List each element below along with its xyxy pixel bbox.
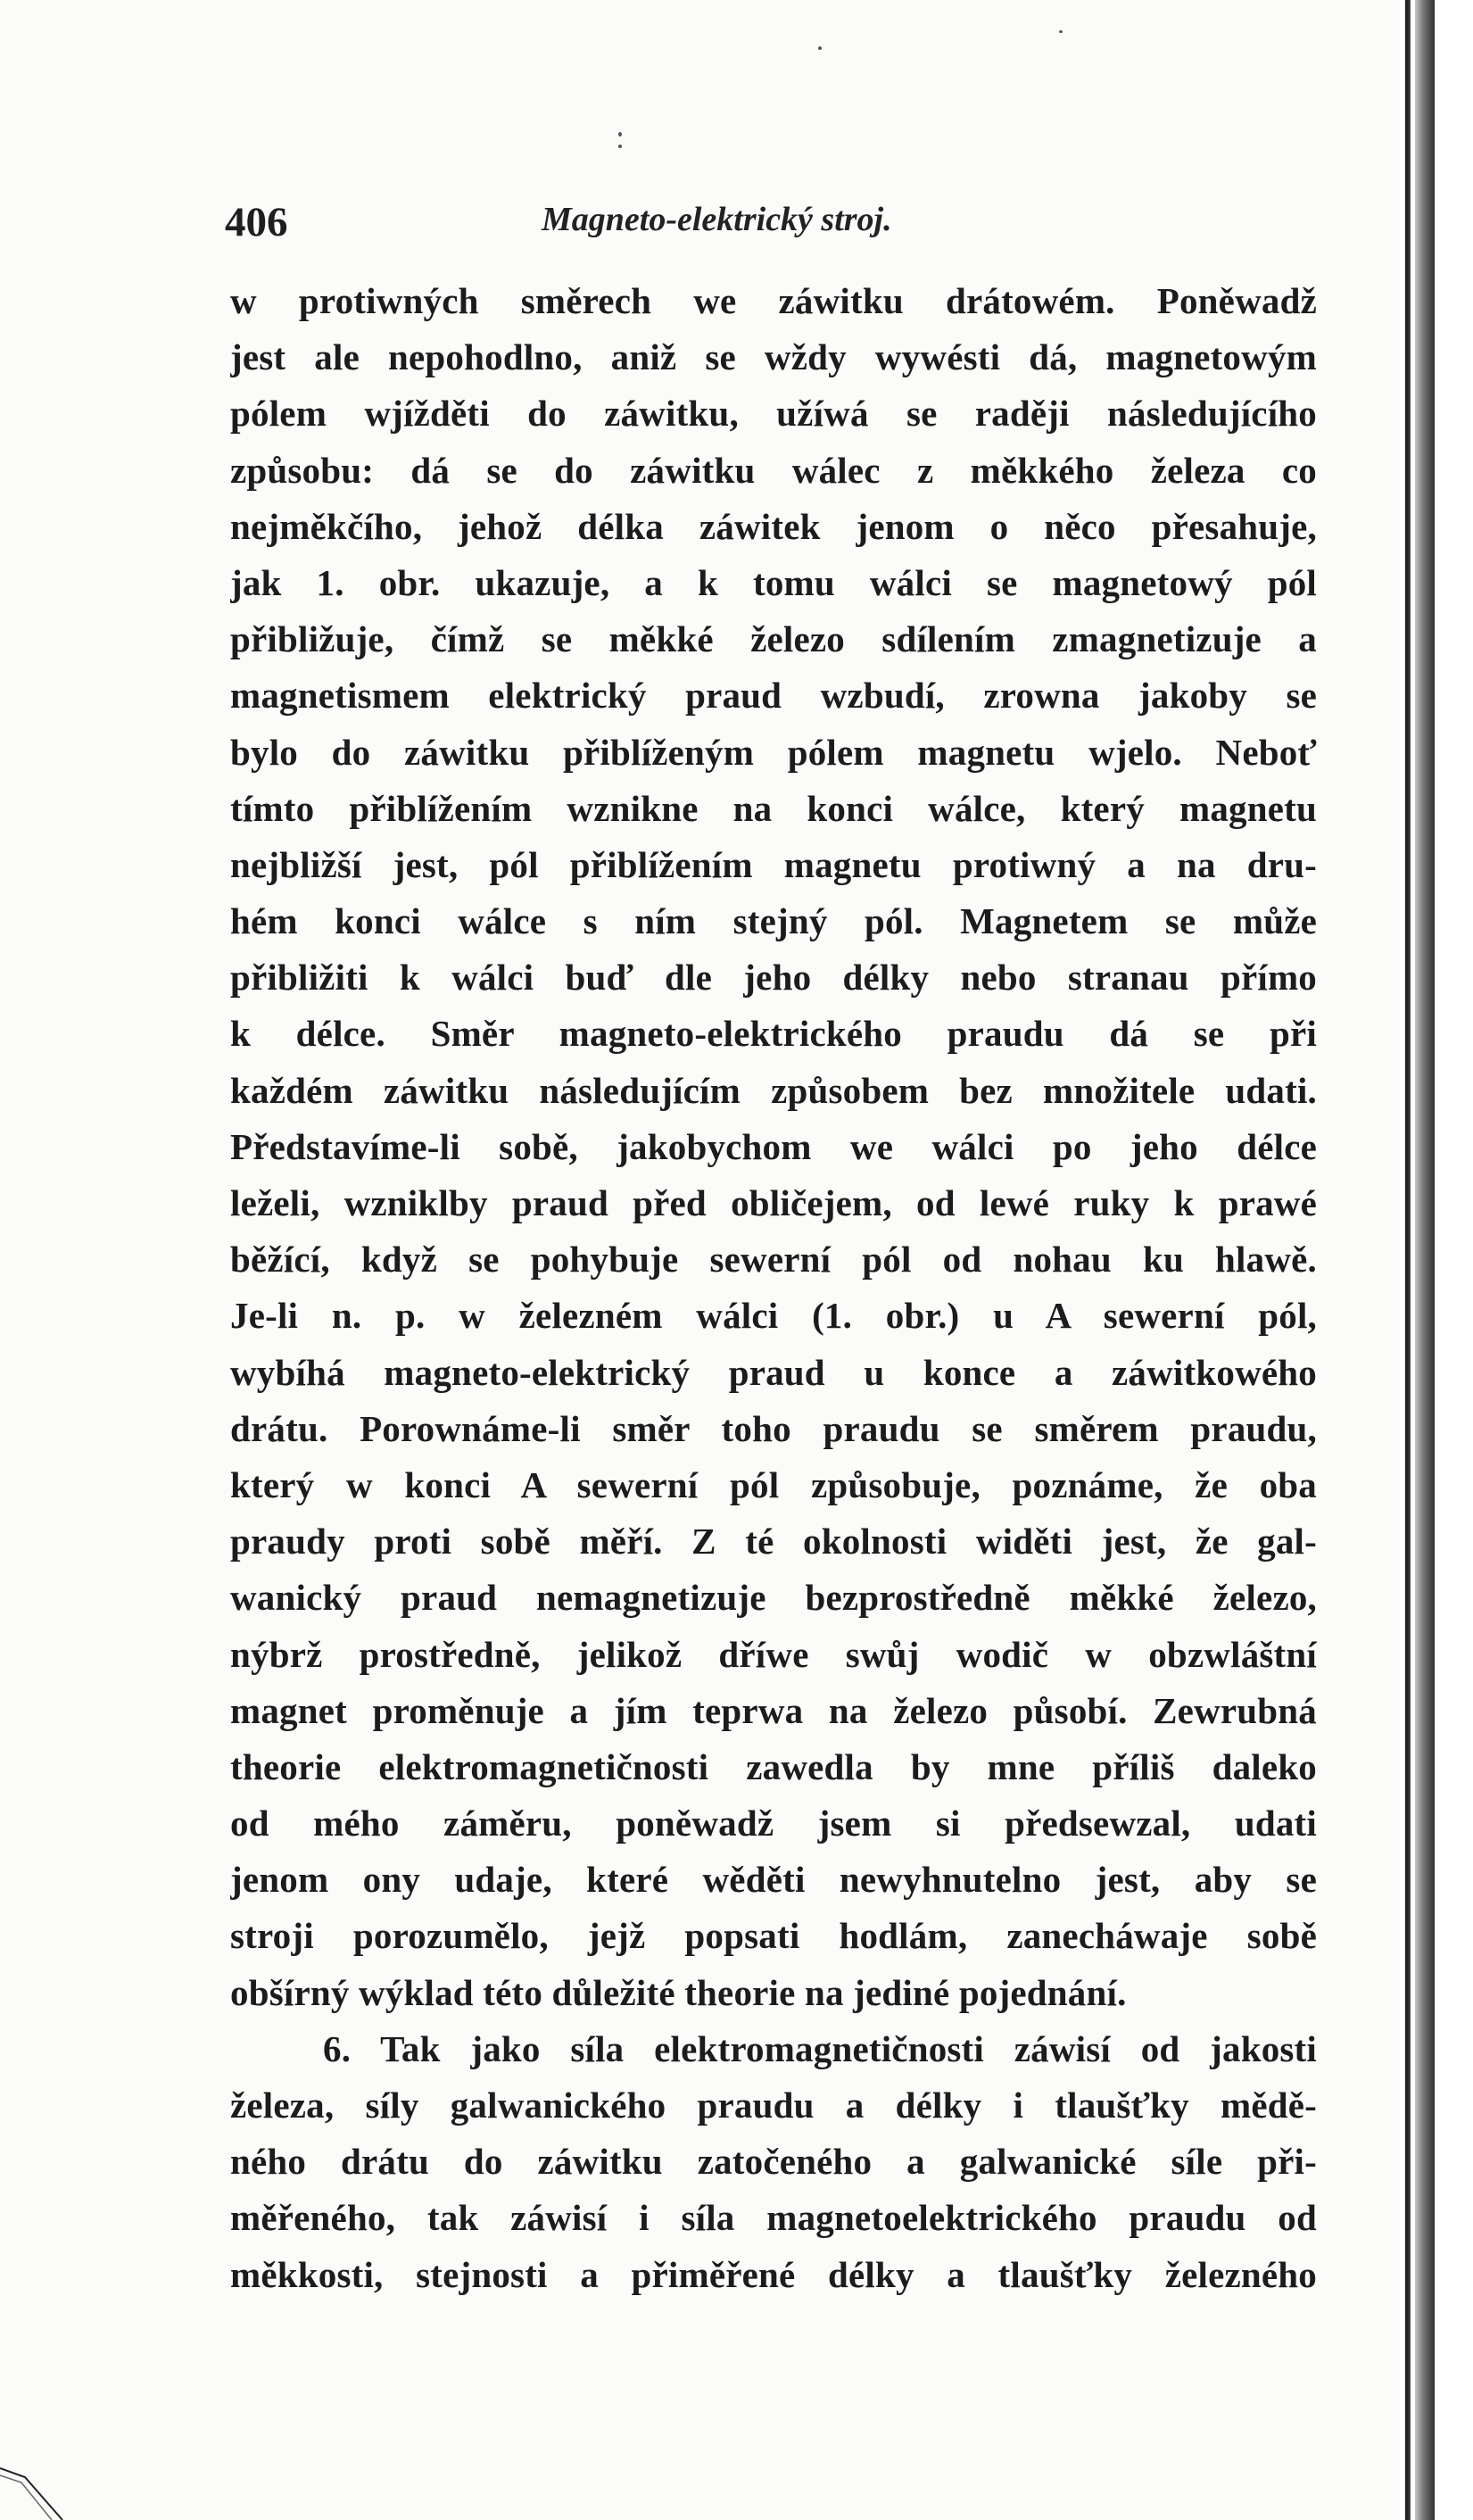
text-line: železa, síly galwanického praudu a délky i tlaušťky mědě- [230, 2085, 1317, 2126]
scan-speck [618, 145, 622, 148]
text-line: měkkosti, stejnosti a přiměřené délky a tlaušťky železného [230, 2253, 1317, 2295]
text-line: přibližiti k wálci buď dle jeho délky nebo stranau přímo [230, 957, 1317, 999]
text-line: jenom ony udaje, které wěděti newyhnutelno jest, aby se [230, 1859, 1317, 1901]
text-line: každém záwitku následujícím způsobem bez množitele udati. [230, 1069, 1317, 1111]
scan-speck [1059, 30, 1063, 33]
text-line: hém konci wálce s ním stejný pól. Magnetem se může [230, 900, 1317, 942]
text-line: způsobu: dá se do záwitku wálec z měkkého železa co [230, 449, 1317, 491]
text-line: stroji porozumělo, jejž popsati hodlám, zanecháwaje sobě [230, 1915, 1317, 1957]
text-line: praudy proti sobě měří. Z té okolnosti widěti jest, že gal- [230, 1521, 1317, 1563]
text-line: Je-li n. p. w železném wálci (1. obr.) u A sewerní pól, [230, 1295, 1317, 1337]
text-line: wybíhá magneto-elektrický praud u konce a záwitkowého [230, 1351, 1317, 1393]
text-line: měřeného, tak záwisí i síla magnetoelektrického praudu od [230, 2197, 1317, 2239]
text-line: ného drátu do záwitku zatočeného a galwanické síle při- [230, 2141, 1317, 2183]
text-line: jak 1. obr. ukazuje, a k tomu wálci se magnetowý pól [230, 561, 1317, 603]
text-line: pólem wjížděti do záwitku, užíwá se raději následujícího [230, 393, 1317, 435]
binding-margin [1401, 0, 1473, 2520]
text-line: nýbrž prostředně, jelikož dříwe swůj wodič w obzwláštní [230, 1633, 1317, 1675]
text-line: magnet proměnuje a jím teprwa na železo působí. Zewrubná [230, 1689, 1317, 1731]
paragraph-start-line: 6. Tak jako síla elektromagnetičnosti záwisí od jakosti [323, 2027, 1317, 2069]
scan-speck [818, 46, 822, 50]
text-line: w protiwných směrech we záwitku drátowém. Poněwadž [230, 280, 1317, 321]
page-corner-curl [0, 2422, 71, 2520]
body-text [230, 273, 1317, 2303]
text-line: nejměkčího, jehož délka záwitek jenom o něco přesahuje, [230, 505, 1317, 547]
text-line: k délce. Směr magneto-elektrického praudu dá se při [230, 1013, 1317, 1055]
text-line: Představíme-li sobě, jakobychom we wálci po jeho délce [230, 1125, 1317, 1167]
text-line: který w konci A sewerní pól způsobuje, poznáme, že oba [230, 1463, 1317, 1505]
text-line: leželi, wzniklby praud před obličejem, od lewé ruky k prawé [230, 1182, 1317, 1223]
text-line: tímto přiblížením wznikne na konci wálce, který magnetu [230, 787, 1317, 829]
text-line: běžící, když se pohybuje sewerní pól od nohau ku hlawě. [230, 1239, 1317, 1281]
binding-edge [1415, 0, 1435, 2520]
text-line: theorie elektromagnetičnosti zawedla by mne příliš daleko [230, 1745, 1317, 1787]
scan-speck [618, 132, 622, 137]
running-title: Magneto-elektrický stroj. [542, 201, 892, 238]
text-line: wanický praud nemagnetizuje bezprostředně měkké železo, [230, 1577, 1317, 1619]
text-line: od mého záměru, poněwadž jsem si předsewzal, udati [230, 1803, 1317, 1844]
text-line: jest ale nepohodlno, aniž se wždy wywésti dá, magnetowým [230, 336, 1317, 378]
text-line: přibližuje, čímž se měkké železo sdílením zmagnetizuje a [230, 618, 1317, 660]
text-line: bylo do záwitku přiblíženým pólem magnetu wjelo. Neboť [230, 731, 1317, 773]
text-line: nejbližší jest, pól přiblížením magnetu protiwný a na dru- [230, 843, 1317, 885]
text-line: magnetismem elektrický praud wzbudí, zrowna jakoby se [230, 675, 1317, 717]
binding-shadow [1405, 0, 1411, 2520]
page-header [225, 198, 1322, 252]
paragraph-end-line: obšírný wýklad této důležité theorie na jediné pojednání. [230, 1971, 1127, 2013]
text-line: drátu. Porownáme-li směr toho praudu se směrem praudu, [230, 1407, 1317, 1449]
page-number: 406 [225, 199, 288, 245]
